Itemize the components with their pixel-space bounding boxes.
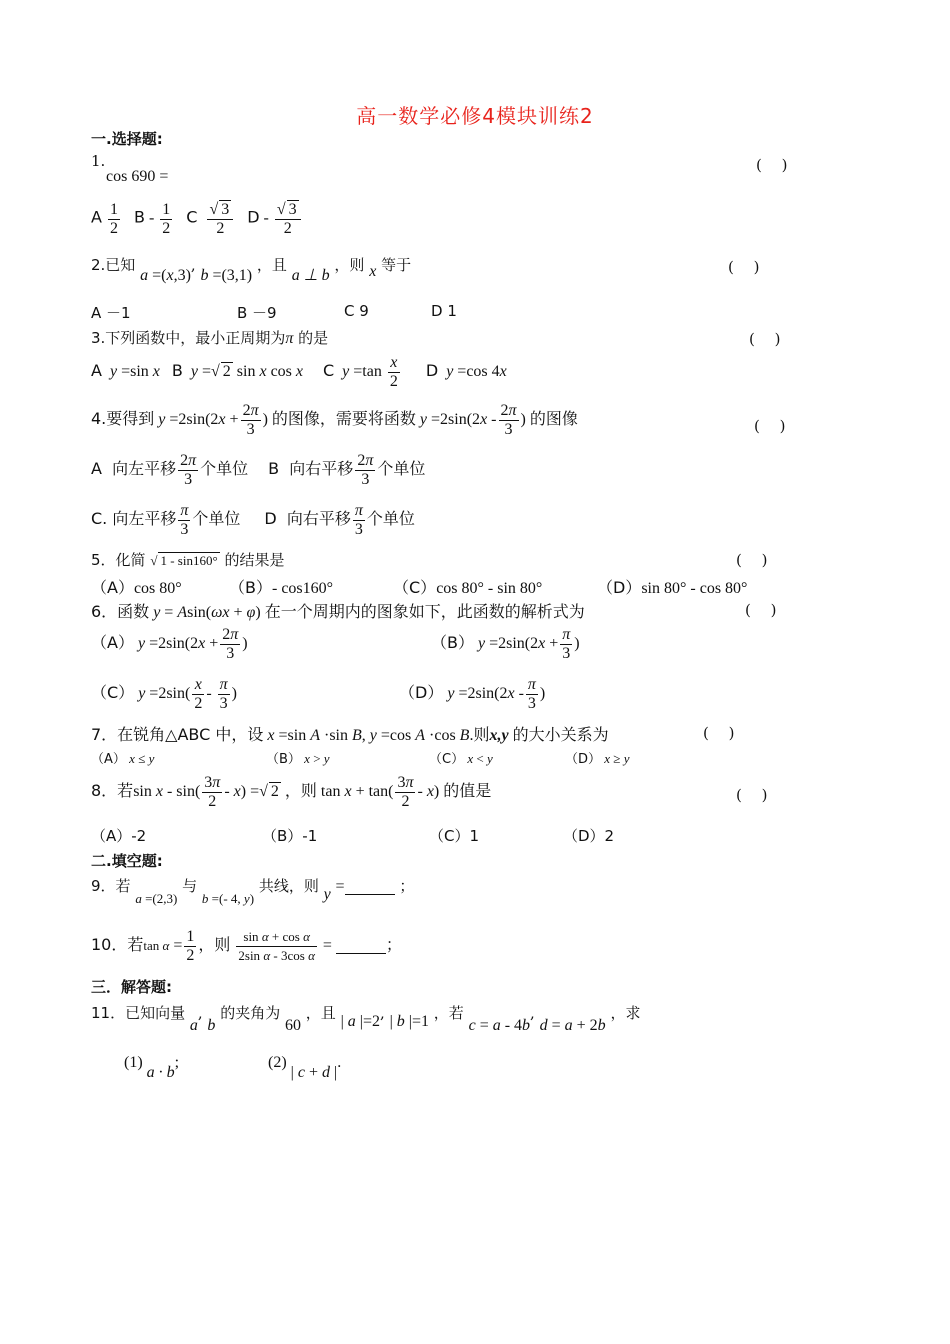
question-8: 8．若sin x - sin( $\frac{3\pi}{2}$ - x) =√ 2 ，则 tan x + tan( $\frac{3\pi}{2}$ - x) 的值是 (91, 774, 492, 810)
question-11: 11．已知向量 a, b 的夹角为 60 ，且 | a |=2, | b |=1 ，若 c = a - 4b, d = a + 2b ，求 (91, 1004, 641, 1034)
q7-options: （A） x ≤ y （B） x > y （C） x < y （D） x ≥ y (91, 751, 630, 767)
question-9: 9．若 a =(2,3) 与 b =(- 4, y) 共线，则 y = ； (91, 877, 415, 906)
q8-options: （A）-2 （B）-1 （C）1 （D）2 (91, 827, 615, 845)
question-6: 6．函数 y = Asin(ωx + φ) 在一个周期内的图象如下，此函数的解析式为 (91, 602, 585, 621)
question-10: 10．若tan α = $\frac{1}{2}$ ，则 $\frac{\text{sin α + cos α}}{\text{2sin α - 3cos α}}$ = ； (91, 928, 402, 964)
q8-answer-paren: ( ) (736, 786, 768, 804)
question-3: 3.下列函数中，最小正周期为π 的是 (91, 329, 329, 347)
q2-options: A －1 B －9 C 9 D 1 (91, 302, 457, 322)
q3-answer-paren: ( ) (749, 330, 781, 348)
section-choice-heading: 一.选择题: (91, 130, 163, 148)
q1-answer-paren: ( ) (756, 156, 788, 174)
q1-options: A $\frac{1}{2}$ B - $\frac{1}{2}$ C $\frac{√ 3}{2}$ D - $\frac{√ 3}{2}$ (91, 200, 303, 238)
q5-options: （A）cos 80° （B）- cos160° （C）cos 80° - sin 80° （D）sin 80° - cos 80° (91, 578, 748, 597)
q5-answer-paren: ( ) (736, 551, 768, 569)
q11-parts: (1) a · b; (2) | c + d |. (124, 1054, 342, 1081)
q1-number: 1. (91, 152, 106, 170)
q3-options: A y =sin x B y =√ 2 sin x cos x C y =tan $\frac{x}{2}$ D y =cos 4x (91, 354, 507, 390)
q7-answer-paren: ( ) (703, 724, 735, 742)
section-fill-heading: 二.填空题: (91, 852, 163, 870)
question-2: 2.已知 a =(x,3), b =(3,1) ，且 a ⊥ b ，则 x 等于 (91, 256, 412, 284)
question-7: 7．在锐角△ABC 中，设 x =sin A ·sin B, y =cos A ·cos B.则x,y 的大小关系为 (91, 725, 609, 744)
q6-answer-paren: ( ) (745, 601, 777, 619)
question-4: 4.要得到 y =2sin(2x + $\frac{2\pi}{3}$ ) 的图像，需要将函数 y =2sin(2x - $\frac{2\pi}{3}$ ) 的图像 (91, 402, 578, 438)
q2-answer-paren: ( ) (728, 258, 760, 276)
page-title: 高一数学必修4模块训练2 (356, 104, 594, 128)
question-1 (91, 152, 105, 170)
section-answer-heading: 三．解答题: (91, 978, 172, 996)
question-5: 5．化简 √ 1 - sin160° 的结果是 (91, 551, 285, 569)
q1-expression: cos 690 = (106, 168, 169, 185)
q4-options-cd: C. 向左平移 $\frac{\pi}{3}$ 个单位 D 向右平移 $\frac{\pi}{3}$ 个单位 (91, 502, 415, 538)
q4-answer-paren: ( ) (754, 417, 786, 435)
q4-options-ab: A 向左平移 $\frac{2\pi}{3}$ 个单位 B 向右平移 $\frac{2\pi}{3}$ 个单位 (91, 452, 426, 488)
q6-options-cd: （C） y =2sin( $\frac{x}{2}$ - $\frac{\pi}{3}$ ) （D） y =2sin(2x - $\frac{\pi}{3}$ ) (91, 676, 546, 712)
q6-options-ab: （A） y =2sin(2x + $\frac{2\pi}{3}$ ) （B） y =2sin(2x + $\frac{\pi}{3}$ ) (91, 626, 580, 662)
